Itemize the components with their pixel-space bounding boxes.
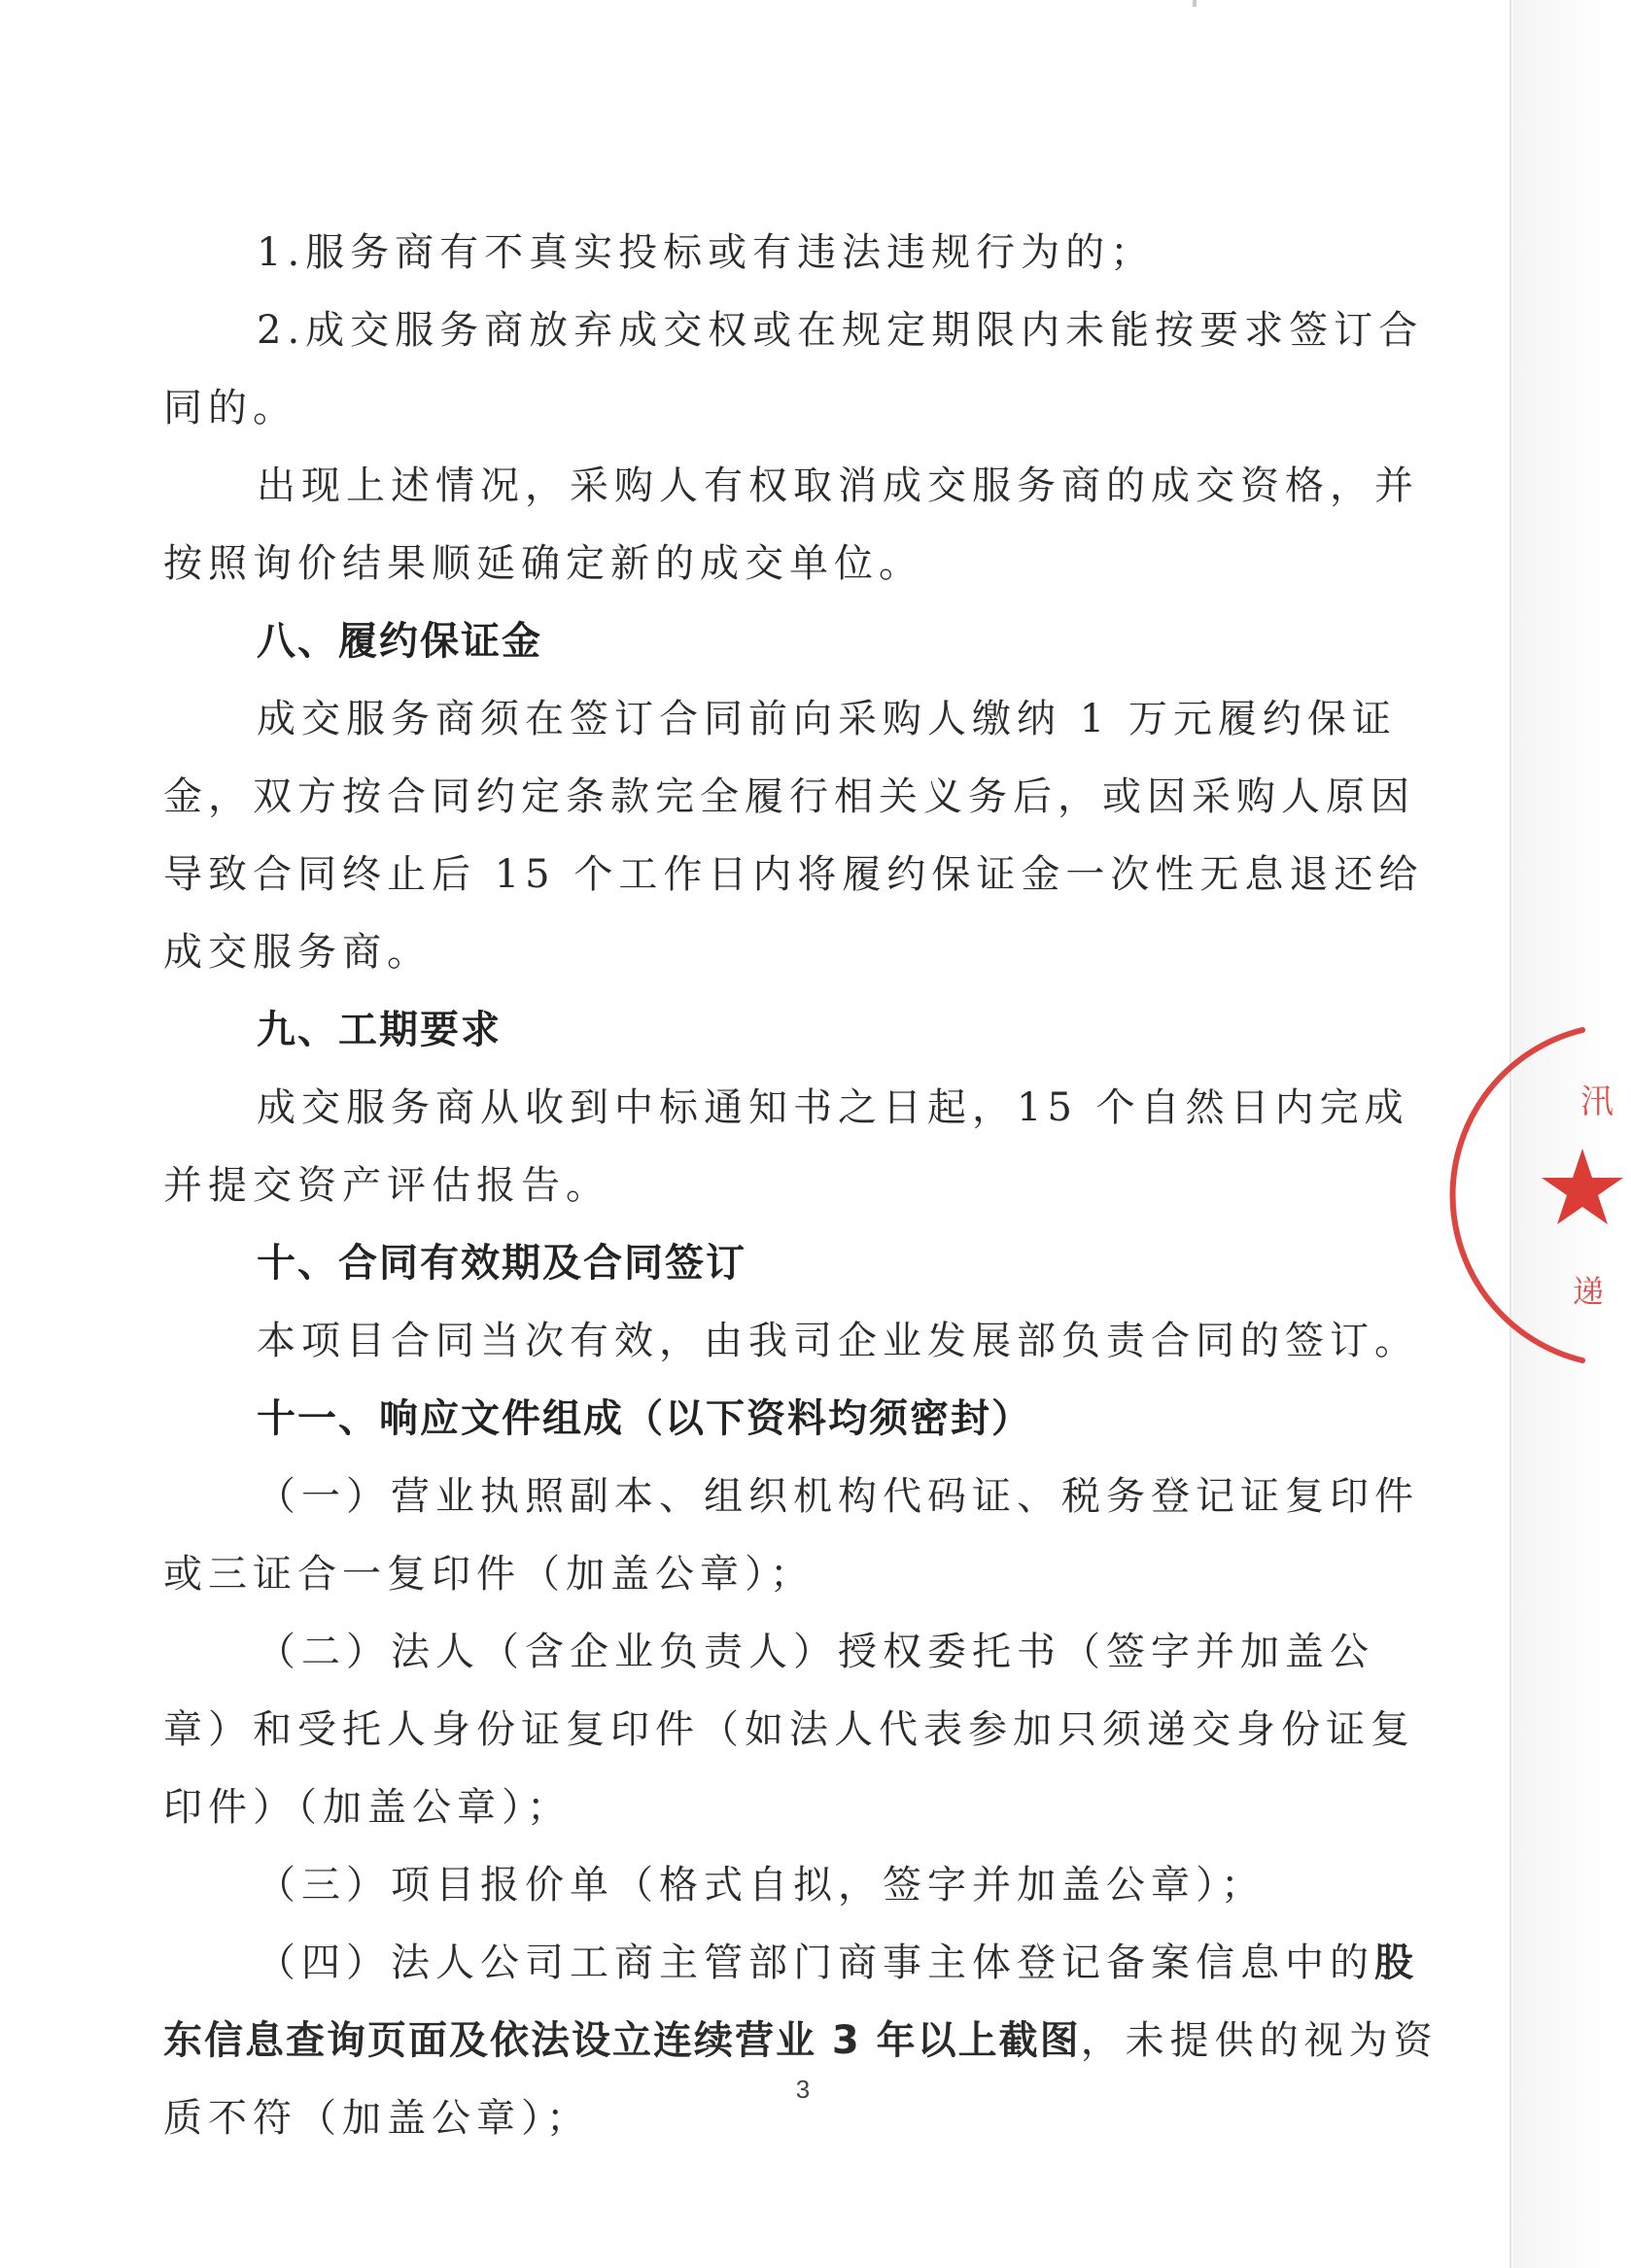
paragraph-schedule: 成交服务商从收到中标通知书之日起，15 个自然日内完成并提交资产评估报告。 (163, 1085, 1409, 1208)
heading-response-documents: 十一、响应文件组成（以下资料均须密封） (257, 1396, 1032, 1441)
document-body (163, 214, 1439, 2157)
paragraph-contract-validity: 本项目合同当次有效，由我司企业发展部负责合同的签订。 (257, 1319, 1419, 1363)
red-seal-partial-icon (1524, 1011, 1631, 1380)
paragraph-clause-2: 2.成交服务商放弃成交权或在规定期限内未能按要求签订合同的。 (163, 308, 1424, 430)
paragraph-item-2: （二）法人（含企业负责人）授权委托书（签字并加盖公章）和受托人身份证复印件（如法人代表参加只须递交身份证复印件）（加盖公章）； (163, 1630, 1415, 1830)
item-4-bold-text: 股东信息查询页面及依法设立连续营业 3 年以上截图 (163, 1941, 1415, 2063)
svg-text:递: 递 (1573, 1273, 1605, 1310)
svg-text:汛: 汛 (1580, 1082, 1614, 1121)
paragraph-cancel-qualification: 出现上述情况，采购人有权取消成交服务商的成交资格，并按照询价结果顺延确定新的成交单位。 (163, 464, 1419, 586)
heading-contract-validity: 十、合同有效期及合同签订 (257, 1241, 746, 1286)
heading-schedule: 九、工期要求 (257, 1008, 502, 1052)
page-edge-line (1510, 0, 1511, 2268)
heading-performance-bond: 八、履约保证金 (257, 619, 542, 664)
item-4-prefix: （四）法人公司工商主管部门商事主体登记备案信息中的 (257, 1941, 1374, 1985)
scan-speck (1193, 0, 1197, 7)
paragraph-clause-1: 1.服务商有不真实投标或有违法违规行为的； (257, 230, 1156, 275)
paragraph-item-1: （一）营业执照副本、组织机构代码证、税务登记证复印件或三证合一复印件（加盖公章）； (163, 1474, 1419, 1597)
page-number: 3 (795, 2075, 811, 2104)
item-4-suffix: ，未提供的视为资质不符（加盖公章）； (163, 2018, 1439, 2141)
paragraph-performance-bond: 成交服务商须在签订合同前向采购人缴纳 1 万元履约保证金，双方按合同约定条款完全履行相关义务后，或因采购人原因导致合同终止后 15 个工作日内将履约保证金一次性无息退还给成交服务商。 (163, 697, 1424, 975)
paragraph-item-4 (163, 1924, 1439, 2157)
paragraph-item-3: （三）项目报价单（格式自拟，签字并加盖公章）； (257, 1863, 1266, 1907)
